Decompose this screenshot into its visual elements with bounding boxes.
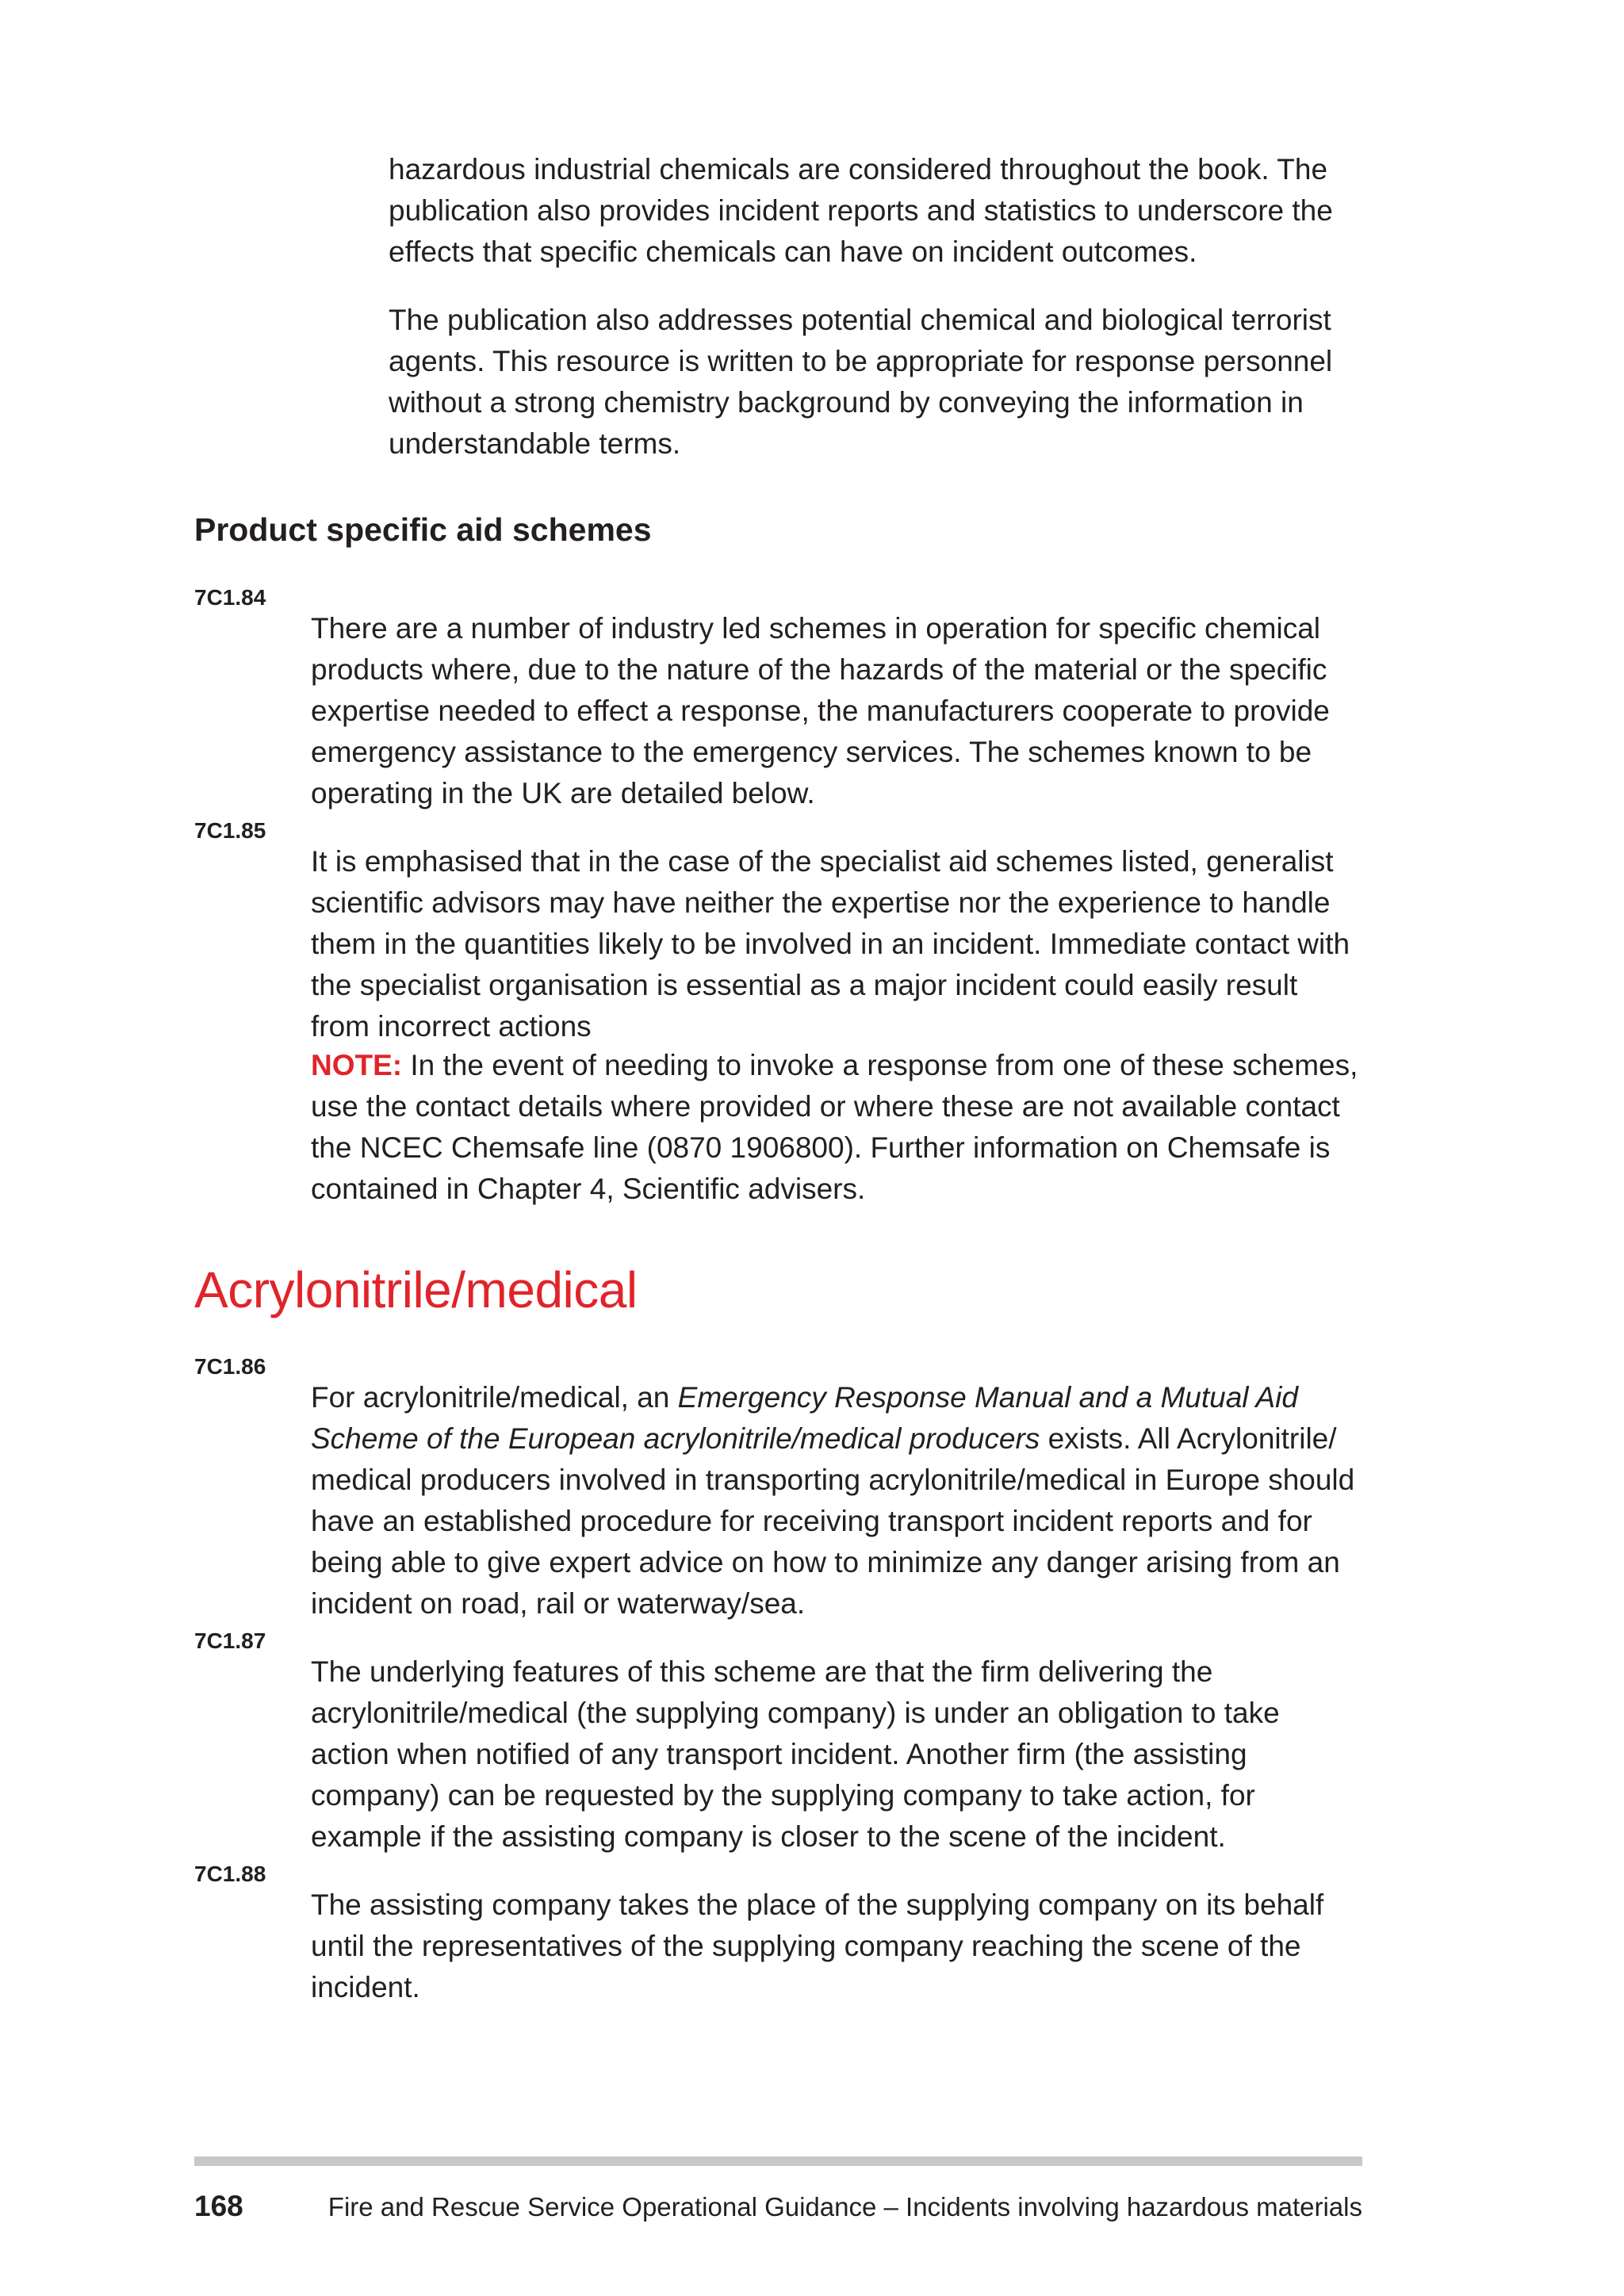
note-text: In the event of needing to invoke a response from one of these schemes, use the contact details where provided or where these are not available contact the NCEC Chemsafe line (0870 1906800). Further information on Chemsafe is contained in Chapter 4, Scientific advisers. — [311, 1049, 1358, 1205]
paragraph-number: 7C1.85 — [194, 818, 266, 843]
paragraph-number: 7C1.84 — [194, 585, 266, 610]
subheading-product-specific: Product specific aid schemes — [194, 511, 652, 548]
paragraph-number: 7C1.87 — [194, 1628, 266, 1653]
section-title-acrylonitrile: Acrylonitrile/medical — [194, 1261, 638, 1318]
paragraph-7c1-87 — [194, 1622, 1360, 1887]
paragraph-text: There are a number of industry led schemes in operation for specific chemical products where, due to the nature of the hazards of the material or the specific expertise needed to effect a response, the manufacturers cooperate to provide emergency assistance to the emergency services. The schemes known to be operating in the UK are detailed below. — [311, 612, 1330, 809]
paragraph-text — [311, 1377, 1360, 1624]
italic-manual-title: Emergency Response Manual and a Mutual Aid Scheme of the European acrylonitrile/medical producers — [311, 1381, 1298, 1455]
paragraph-number: 7C1.86 — [194, 1354, 266, 1379]
paragraph-7c1-85 — [194, 812, 1360, 1077]
paragraph-number: 7C1.88 — [194, 1862, 266, 1886]
note-block — [311, 1045, 1365, 1210]
intro-block — [389, 149, 1356, 492]
intro-paragraph-1: hazardous industrial chemicals are considered throughout the book. The publication also provides incident reports and statistics to underscore the effects that specific chemicals can have on incident outcomes. — [389, 153, 1333, 268]
page-number: 168 — [194, 2190, 243, 2222]
footer-divider — [194, 2156, 1362, 2166]
paragraph-text: The assisting company takes the place of the supplying company on its behalf until the representatives of the supplying company reaching the scene of the incident. — [311, 1888, 1324, 2003]
paragraph-7c1-86 — [194, 1348, 1360, 1654]
footer-title: Fire and Rescue Service Operational Guidance – Incidents involving hazardous materials — [327, 2192, 1362, 2221]
text-segment: exists. All Acrylonitrile/ medical producers involved in transporting acrylonitrile/medical in Europe should have an established procedure for receiving transport incident reports and for being able to give expert advice on how to minimize any danger arising from an incident on road, rail or waterway/sea. — [311, 1422, 1355, 1620]
text-segment: For acrylonitrile/medical, an — [311, 1381, 678, 1414]
paragraph-text: The underlying features of this scheme are that the firm delivering the acrylonitrile/medical (the supplying company) is under an obligation to take action when notified of any transport incident. Another firm (the assisting company) can be requested by the supplying company to take action, for example if the assisting company is closer to the scene of the incident. — [311, 1655, 1280, 1853]
paragraph-text: It is emphasised that in the case of the specialist aid schemes listed, generalist scientific advisors may have neither the expertise nor the experience to handle them in the quantities likely to be involved in an incident. Immediate contact with the specialist organisation is essential as a major incident could easily result from incorrect actions — [311, 845, 1350, 1043]
note-label: NOTE: — [311, 1049, 403, 1081]
intro-paragraph-2: The publication also addresses potential chemical and biological terrorist agents. This resource is written to be appropriate for response personnel without a strong chemistry background by conveying the information in understandable terms. — [389, 304, 1333, 460]
paragraph-7c1-84 — [194, 579, 1360, 844]
paragraph-7c1-88 — [194, 1855, 1360, 2038]
page-footer — [194, 2190, 1362, 2223]
